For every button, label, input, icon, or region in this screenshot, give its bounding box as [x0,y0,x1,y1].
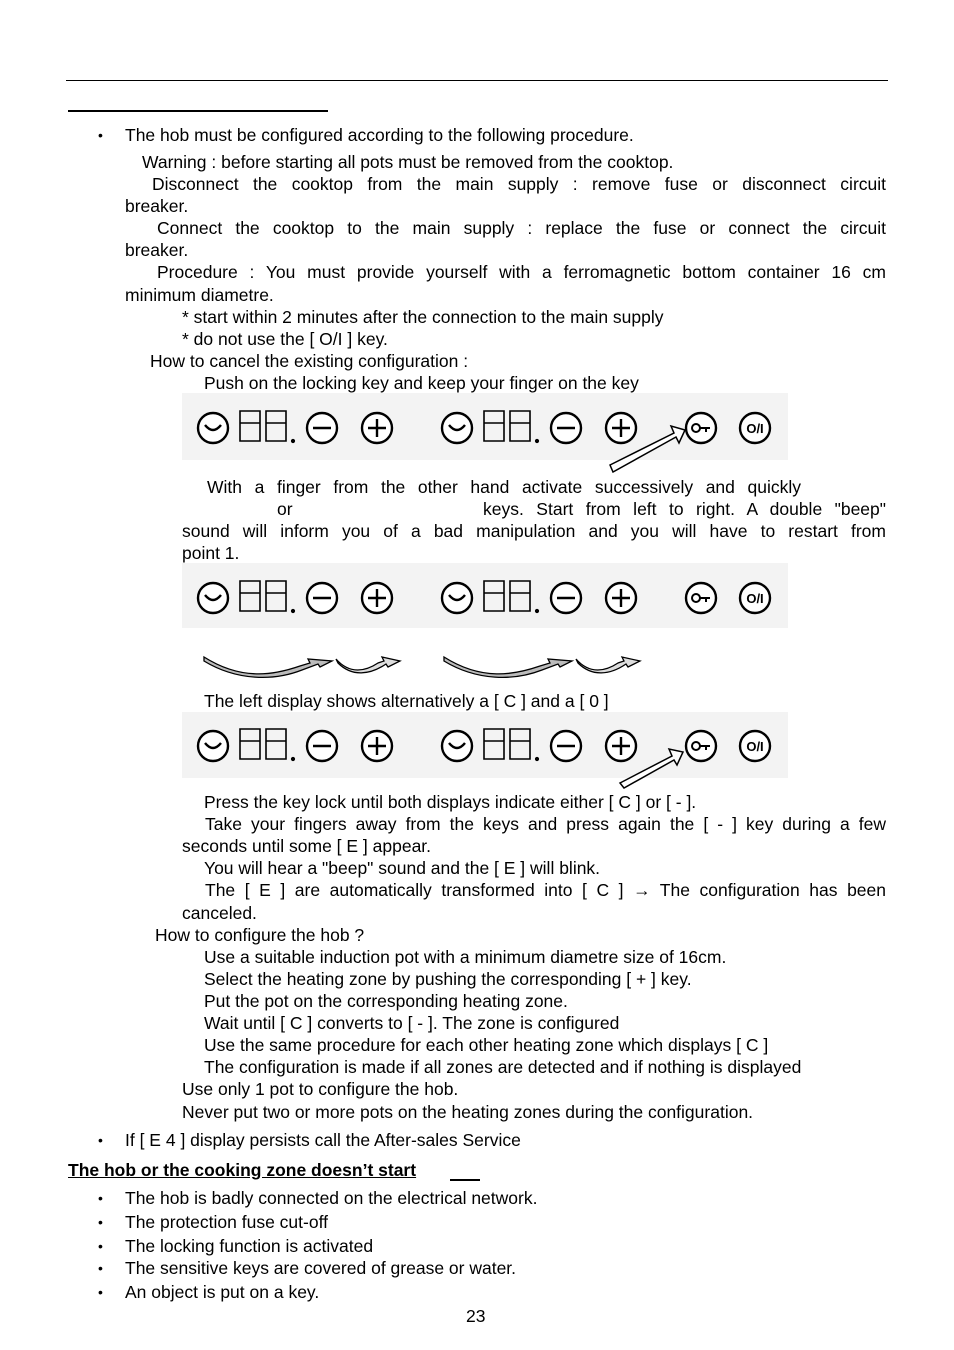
onoff-label: O/I [746,591,764,606]
list-item: The sensitive keys are covered of grease or water. [125,1258,517,1278]
bullet: • [98,1132,103,1148]
plus-key [606,413,636,443]
transform-text: The [ E ] are automatically transformed into [ C ] → The configuration has been [205,880,886,900]
configure-step: The configuration is made if all zones are detected and if nothing is displayed [204,1057,802,1077]
bullet: • [98,1284,103,1300]
disconnect-text: Disconnect the cooktop from the main supply : remove fuse or disconnect circuit [152,174,886,194]
minus-key [307,413,337,443]
cancel-step-push: Push on the locking key and keep your finger on the key [204,373,639,393]
timer-icon [442,413,472,443]
list-item: The hob is badly connected on the electrical network. [125,1188,538,1208]
take-text: Take your fingers away from the keys and press again the [ - ] key during a few [205,814,886,834]
list-item: The protection fuse cut-off [125,1212,328,1232]
minus-key [551,731,581,761]
timer-icon [198,413,228,443]
configure-step: Put the pot on the corresponding heating zone. [204,991,568,1011]
plus-key [606,583,636,613]
configure-note: Never put two or more pots on the heating zones during the configuration. [182,1102,754,1122]
minus-key [551,413,581,443]
lock-key [686,583,716,613]
onoff-label: O/I [746,421,764,436]
list-item: The locking function is activated [125,1236,374,1256]
bullet: • [98,1260,103,1276]
configure-step: Select the heating zone by pushing the corresponding [ + ] key. [204,969,692,989]
warning-text: Warning : before starting all pots must be removed from the cooktop. [142,152,674,172]
plus-key [362,413,392,443]
hear-text: You will hear a "beep" sound and the [ E ] will blink. [204,858,601,878]
bullet: • [98,1190,103,1206]
note-start: * start within 2 minutes after the connection to the main supply [182,307,664,327]
finger-keys: keys. Start from left to right. A double "beep" [483,499,886,519]
finger-text: With a finger from the other hand activate successively and quickly [207,477,801,497]
minus-key [307,731,337,761]
connect-text: Connect the cooktop to the main supply : replace the fuse or connect the circuit [157,218,886,238]
transform-text-cont: canceled. [182,903,257,923]
connect-text-cont: breaker. [125,240,189,260]
section-title-underline-extension [450,1179,480,1181]
swipe-arrow-right-icon [444,657,640,677]
section-title: The hob or the cooking zone doesn’t start [68,1160,417,1180]
press-lock-text: Press the key lock until both displays indicate either [ C ] or [ - ]. [204,792,697,812]
minus-key [307,583,337,613]
onoff-label: O/I [746,739,764,754]
bullet: • [98,127,103,143]
finger-beep: sound will inform you of a bad manipulation and you will have to restart from [182,521,886,541]
configure-note: Use only 1 pot to configure the hob. [182,1079,459,1099]
lock-key [686,413,716,443]
control-panel-diagram [182,712,788,792]
header-rule [66,80,888,81]
bullet: • [98,1214,103,1230]
minus-key [551,583,581,613]
page-number: 23 [466,1306,486,1326]
configure-step: Wait until [ C ] converts to [ - ]. The zone is configured [204,1013,620,1033]
procedure-text-cont: minimum diametre. [125,285,274,305]
finger-point: point 1. [182,543,240,563]
timer-icon [198,731,228,761]
left-display-text: The left display shows alternatively a [ C ] and a [ 0 ] [204,691,609,711]
take-text-cont: seconds until some [ E ] appear. [182,836,432,856]
disconnect-text-cont: breaker. [125,196,189,216]
timer-icon [442,731,472,761]
plus-key [606,731,636,761]
cancel-heading: How to cancel the existing configuration : [150,351,469,371]
configure-heading: How to configure the hob ? [155,925,365,945]
plus-key [362,583,392,613]
finger-or: or [277,499,293,519]
swipe-arrow-left-icon [204,657,400,677]
control-panel-diagram [182,393,788,473]
intro-bullet-text: The hob must be configured according to the following procedure. [125,125,634,145]
configure-step: Use a suitable induction pot with a minimum diametre size of 16cm. [204,947,727,967]
timer-icon [442,583,472,613]
plus-key [362,731,392,761]
lock-key [686,731,716,761]
e4-bullet-text: If [ E 4 ] display persists call the After-sales Service [125,1130,521,1150]
configure-step: Use the same procedure for each other heating zone which displays [ C ] [204,1035,769,1055]
timer-icon [198,583,228,613]
onoff-key [740,413,770,443]
control-panel-diagram [182,563,788,681]
bullet: • [98,1238,103,1254]
list-item: An object is put on a key. [125,1282,320,1302]
onoff-key [740,731,770,761]
procedure-text: Procedure : You must provide yourself with a ferromagnetic bottom container 16 cm [157,262,886,282]
onoff-key [740,583,770,613]
section-underline [68,110,328,112]
note-onoff: * do not use the [ O/I ] key. [182,329,388,349]
